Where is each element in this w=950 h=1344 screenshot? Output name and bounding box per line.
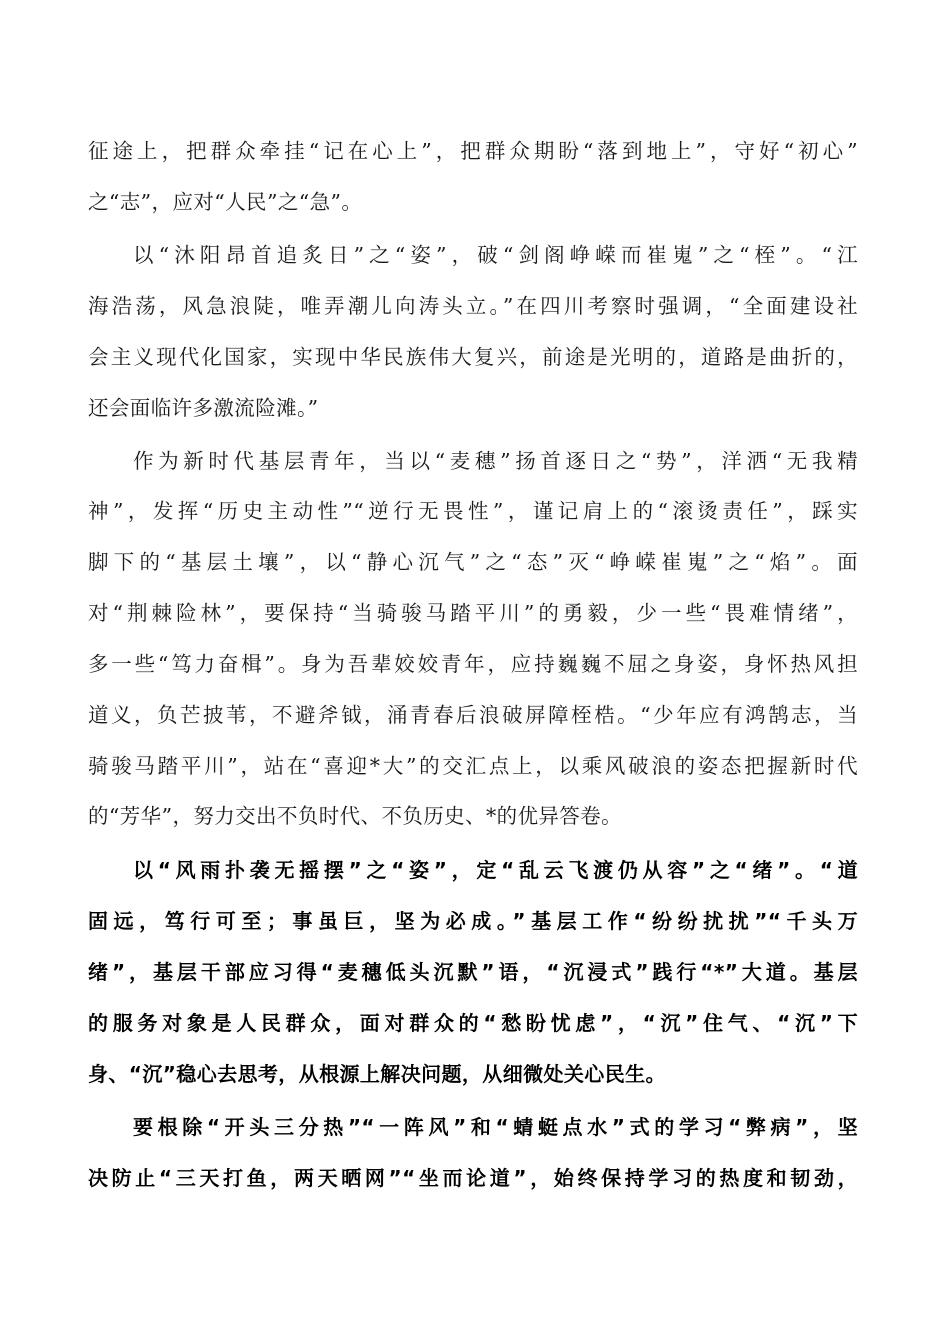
paragraph-4-line-4: 的服务对象是人民群众，面对群众的“愁盼忧虑”，“沉”住气、“沉”下 bbox=[88, 1011, 858, 1035]
paragraph-1-line-1: 征途上，把群众牵挂“记在心上”，把群众期盼“落到地上”，守好“初心” bbox=[88, 139, 858, 163]
paragraph-4-line-1: 以“风雨扑袭无摇摆”之“姿”，定“乱云飞渡仍从容”之“绪”。“道 bbox=[133, 858, 858, 882]
paragraph-2-line-3: 会主义现代化国家，实现中华民族伟大复兴，前途是光明的，道路是曲折的， bbox=[88, 345, 858, 369]
paragraph-3-line-6: 道义，负芒披苇，不避斧钺，涌青春后浪破屏障桎梏。“少年应有鸿鹄志，当 bbox=[88, 703, 858, 727]
paragraph-4-line-5: 身、“沉”稳心去思考，从根源上解决问题，从细微处关心民生。 bbox=[88, 1062, 666, 1086]
paragraph-3-line-4: 对“荆棘险林”，要保持“当骑骏马踏平川”的勇毅，少一些“畏难情绪”， bbox=[88, 601, 858, 625]
paragraph-5-line-1: 要根除“开头三分热”“一阵风”和“蜻蜓点水”式的学习“弊病”，坚 bbox=[133, 1115, 858, 1139]
paragraph-4-line-2: 固远，笃行可至；事虽巨，坚为必成。”基层工作“纷纷扰扰”“千头万 bbox=[88, 909, 858, 933]
paragraph-3-line-5: 多一些“笃力奋楫”。身为吾辈姣姣青年，应持巍巍不屈之身姿，身怀热风担 bbox=[88, 652, 858, 676]
paragraph-2-line-1: 以“沐阳昂首追炙日”之“姿”，破“剑阁峥嵘而崔嵬”之“桎”。“江 bbox=[133, 243, 858, 267]
paragraph-5-line-2: 决防止“三天打鱼，两天晒网”“坐而论道”，始终保持学习的热度和韧劲， bbox=[88, 1166, 858, 1190]
paragraph-3-line-7: 骑骏马踏平川”，站在“喜迎*大”的交汇点上，以乘风破浪的姿态把握新时代 bbox=[88, 754, 858, 778]
paragraph-3-line-8: 的“芳华”，努力交出不负时代、不负历史、*的优异答卷。 bbox=[88, 804, 623, 828]
paragraph-1-line-2: 之“志”，应对“人民”之“急”。 bbox=[88, 190, 363, 214]
paragraph-4-line-3: 绪”，基层干部应习得“麦穗低头沉默”语，“沉浸式”践行“*”大道。基层 bbox=[88, 960, 858, 984]
paragraph-3-line-1: 作为新时代基层青年，当以“麦穗”扬首逐日之“势”，洋洒“无我精 bbox=[133, 449, 858, 473]
paragraph-3-line-2: 神”，发挥“历史主动性”“逆行无畏性”，谨记肩上的“滚烫责任”，踩实 bbox=[88, 499, 858, 523]
paragraph-2-line-2: 海浩荡，风急浪陡，唯弄潮儿向涛头立。”在四川考察时强调，“全面建设社 bbox=[88, 294, 858, 318]
paragraph-2-line-4: 还会面临许多激流险滩。” bbox=[88, 396, 319, 420]
paragraph-3-line-3: 脚下的“基层土壤”，以“静心沉气”之“态”灭“峥嵘崔嵬”之“焰”。面 bbox=[88, 550, 858, 574]
